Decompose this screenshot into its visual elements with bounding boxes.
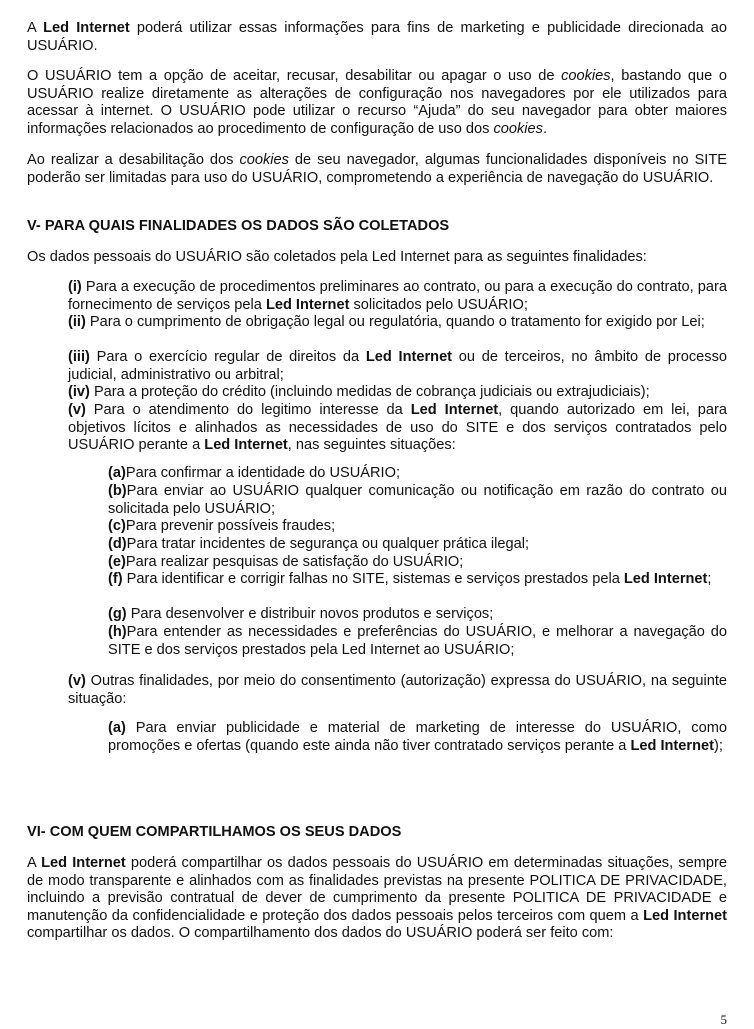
page-number: 5 — [720, 1012, 727, 1027]
section-v-heading: V- PARA QUAIS FINALIDADES OS DADOS SÃO COLETADOS — [27, 218, 450, 234]
sub-item-b: (b)Para enviar ao USUÁRIO qualquer comunicação ou notificação em razão do contrato ou solicitada pelo USUÁRIO; — [108, 483, 727, 517]
list-item-v: (v) Para o atendimento do legitimo interesse da Led Internet, quando autorizado em lei, para objetivos lícitos e alinhados as necessidades de uso do SITE e dos serviços contratados pelo USUÁRIO perante a Led Internet, nas seguintes situações: — [68, 402, 728, 454]
consent-sub-item-a: (a) Para enviar publicidade e material de marketing de interesse do USUÁRIO, como promoções e ofertas (quando este ainda não tiver contratado serviços perante a Led Internet); — [108, 720, 727, 754]
sub-item-a: (a)Para confirmar a identidade do USUÁRIO; — [108, 465, 401, 481]
list-item-iv: (iv) Para a proteção do crédito (incluindo medidas de cobrança judiciais ou extrajudiciais); — [68, 384, 650, 400]
paragraph-marketing: A Led Internet poderá utilizar essas informações para fins de marketing e publicidade direcionada ao USUÁRIO. — [27, 20, 727, 54]
section-vi-heading: VI- COM QUEM COMPARTILHAMOS OS SEUS DADOS — [27, 824, 402, 840]
sub-item-g: (g) Para desenvolver e distribuir novos produtos e serviços; — [108, 606, 494, 622]
paragraph-cookies-disable: Ao realizar a desabilitação dos cookies de seu navegador, algumas funcionalidades disponíveis no SITE poderão ser limitadas para uso do USUÁRIO, comprometendo a experiência de navegação do USUÁRIO. — [27, 152, 728, 186]
section-v-intro: Os dados pessoais do USUÁRIO são coletados pela Led Internet para as seguintes finalidades: — [27, 249, 647, 265]
list-item-ii: (ii) Para o cumprimento de obrigação legal ou regulatória, quando o tratamento for exigido por Lei; — [68, 314, 705, 330]
sub-item-c: (c)Para prevenir possíveis fraudes; — [108, 518, 336, 534]
sub-item-h: (h)Para entender as necessidades e preferências do USUÁRIO, e melhorar a navegação do SITE e dos serviços prestados pela Led Internet ao USUÁRIO; — [108, 624, 727, 658]
list-item-v-consent: (v) Outras finalidades, por meio do consentimento (autorização) expressa do USUÁRIO, na seguinte situação: — [68, 673, 727, 707]
sub-item-e: (e)Para realizar pesquisas de satisfação do USUÁRIO; — [108, 554, 464, 570]
list-item-iii: (iii) Para o exercício regular de direitos da Led Internet ou de terceiros, no âmbito de processo judicial, administrativo ou arbitral; — [68, 349, 728, 383]
list-item-i: (i) Para a execução de procedimentos preliminares ao contrato, ou para a execução do contrato, para fornecimento de serviços pela Led Internet solicitados pelo USUÁRIO; — [68, 279, 727, 313]
section-vi-paragraph: A Led Internet poderá compartilhar os dados pessoais do USUÁRIO em determinadas situações, sempre de modo transparente e alinhados com as finalidades previstas na presente POLITICA DE PRIVACIDADE, incluindo a previsão contratual de dever de cumprimento da presente POLITICA DE PRIVACIDADE e manutenção da confidencialidade e proteção dos dados pessoais pelos terceiros com quem a Led Internet compartilhar os dados. O compartilhamento dos dados do USUÁRIO poderá ser feito com: — [27, 855, 728, 942]
paragraph-cookies-options: O USUÁRIO tem a opção de aceitar, recusar, desabilitar ou apagar o uso de cookies, bastando que o USUÁRIO realize diretamente as alterações de configuração nos navegadores por ele utilizados para acessar à internet. O USUÁRIO pode utilizar o recurso “Ajuda” do seu navegador para obter maiores informações relacionados ao procedimento de configuração de uso dos cookies. — [27, 68, 727, 137]
sub-item-f: (f) Para identificar e corrigir falhas no SITE, sistemas e serviços prestados pela Led Internet; — [108, 571, 712, 587]
sub-item-d: (d)Para tratar incidentes de segurança ou qualquer prática ilegal; — [108, 536, 530, 552]
